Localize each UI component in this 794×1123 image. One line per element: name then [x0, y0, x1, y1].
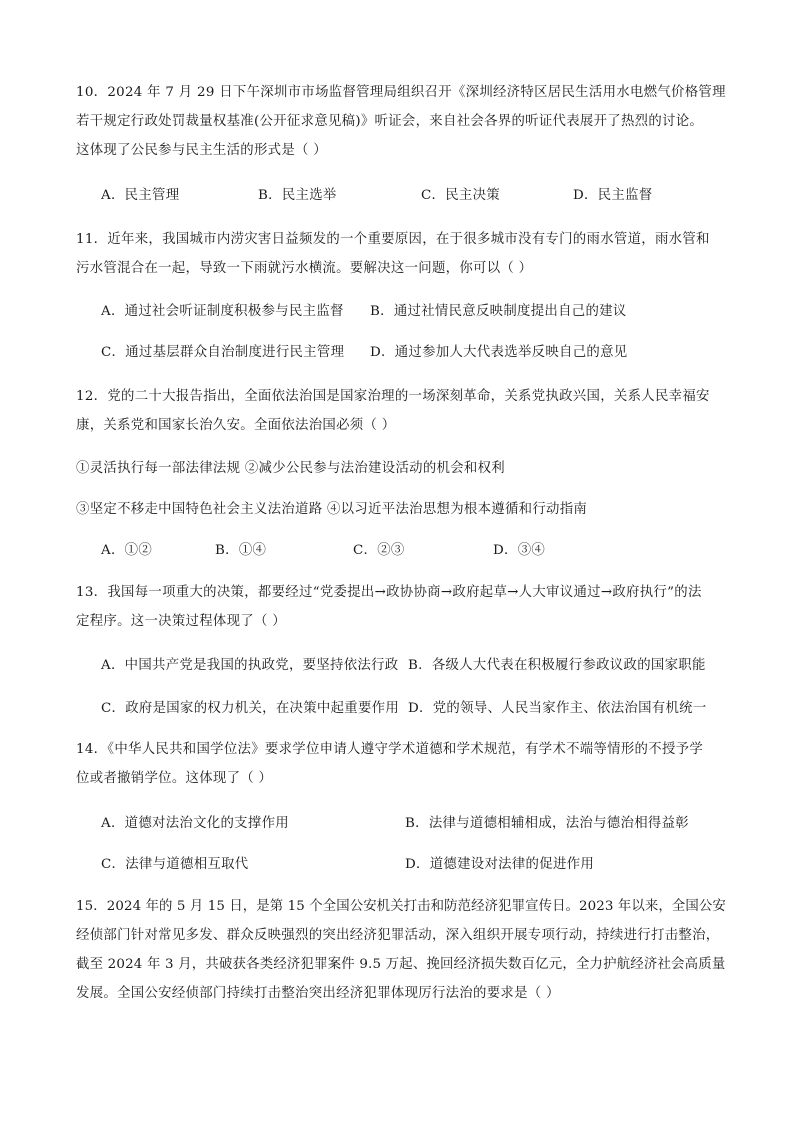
question-11-option-a: A．通过社会听证制度积极参与民主监督	[101, 304, 344, 319]
question-15-line-2: 经侦部门针对常见多发、群众反映强烈的突出经济犯罪活动，深入组织开展专项行动，持续进行打击整治，	[76, 928, 720, 943]
question-13-option-c: C．政府是国家的权力机关，在决策中起重要作用	[101, 701, 400, 716]
question-15-line-3: 截至 2024 年 3 月，共破获各类经济犯罪案件 9.5 万起、挽回经济损失数百亿元，全力护航经济社会高质量	[76, 957, 726, 972]
question-12-statements-1: ①灵活执行每一部法律法规 ②减少公民参与法治建设活动的机会和权利	[76, 461, 505, 476]
question-11-line-2: 污水管混合在一起，导致一下雨就污水横流。要解决这一问题，你可以（ ）	[76, 261, 533, 276]
question-13-option-a: A．中国共产党是我国的执政党，要坚持依法行政	[101, 658, 399, 673]
question-10-line-2: 若干规定行政处罚裁量权基准(公开征求意见稿)》听证会，来自社会各界的听证代表展开了热烈的讨论。	[76, 114, 704, 129]
question-10-option-d: D．民主监督	[573, 188, 653, 203]
question-10-line-1: 10．2024 年 7 月 29 日下午深圳市市场监督管理局组织召开《深圳经济特区居民生活用水电燃气价格管理	[76, 85, 726, 100]
question-11-option-d: D．通过参加人大代表选举反映自己的意见	[370, 345, 628, 360]
question-14-option-b: B．法律与道德相辅相成，法治与德治相得益彰	[405, 816, 689, 831]
question-13-line-2: 定程序。这一决策过程体现了（ ）	[76, 614, 286, 629]
question-10-option-a: A．民主管理	[101, 188, 180, 203]
question-14-option-a: A．道德对法治文化的支撑作用	[101, 816, 289, 831]
question-15-line-4: 发展。全国公安经侦部门持续打击整治突出经济犯罪体现厉行法治的要求是（ ）	[76, 986, 560, 1001]
question-12-option-d: D．③④	[493, 543, 546, 558]
question-13-option-b: B．各级人大代表在积极履行参政议政的国家职能	[408, 658, 706, 673]
question-13-line-1: 13．我国每一项重大的决策，都要经过“党委提出→政协协商→政府起草→人大审议通过→政府执行”的法	[76, 585, 702, 600]
question-12-option-c: C．②③	[353, 543, 405, 558]
question-12-option-b: B．①④	[215, 543, 267, 558]
question-10-line-3: 这体现了公民参与民主生活的形式是（ ）	[76, 143, 327, 158]
question-10-option-b: B．民主选举	[258, 188, 337, 203]
question-14-option-c: C．法律与道德相互取代	[101, 857, 249, 872]
question-12-line-1: 12．党的二十大报告指出，全面依法治国是国家治理的一场深刻革命，关系党执政兴国，关系人民幸福安	[76, 389, 710, 404]
question-11-option-b: B．通过社情民意反映制度提出自己的建议	[370, 304, 627, 319]
question-12-statements-2: ③坚定不移走中国特色社会主义法治道路 ④以习近平法治思想为根本遵循和行动指南	[76, 502, 588, 517]
question-14-line-2: 位或者撤销学位。这体现了（ ）	[76, 771, 273, 786]
question-11-line-1: 11．近年来，我国城市内涝灾害日益频发的一个重要原因，在于很多城市没有专门的雨水管道，雨水管和	[76, 232, 710, 247]
question-10-option-c: C．民主决策	[421, 188, 500, 203]
question-11-option-c: C．通过基层群众自治制度进行民主管理	[101, 345, 345, 360]
question-14-option-d: D．道德建设对法律的促进作用	[405, 857, 595, 872]
question-12-option-a: A．①②	[101, 543, 153, 558]
question-12-line-2: 康，关系党和国家长治久安。全面依法治国必须（ ）	[76, 418, 396, 433]
question-13-option-d: D．党的领导、人民当家作主、依法治国有机统一	[408, 701, 707, 716]
question-15-line-1: 15．2024 年的 5 月 15 日，是第 15 个全国公安机关打击和防范经济犯罪宣传日。2023 年以来，全国公安	[76, 899, 726, 914]
question-14-line-1: 14．《中华人民共和国学位法》要求学位申请人遵守学术道德和学术规范，有学术不端等情形的不授予学	[76, 742, 704, 757]
